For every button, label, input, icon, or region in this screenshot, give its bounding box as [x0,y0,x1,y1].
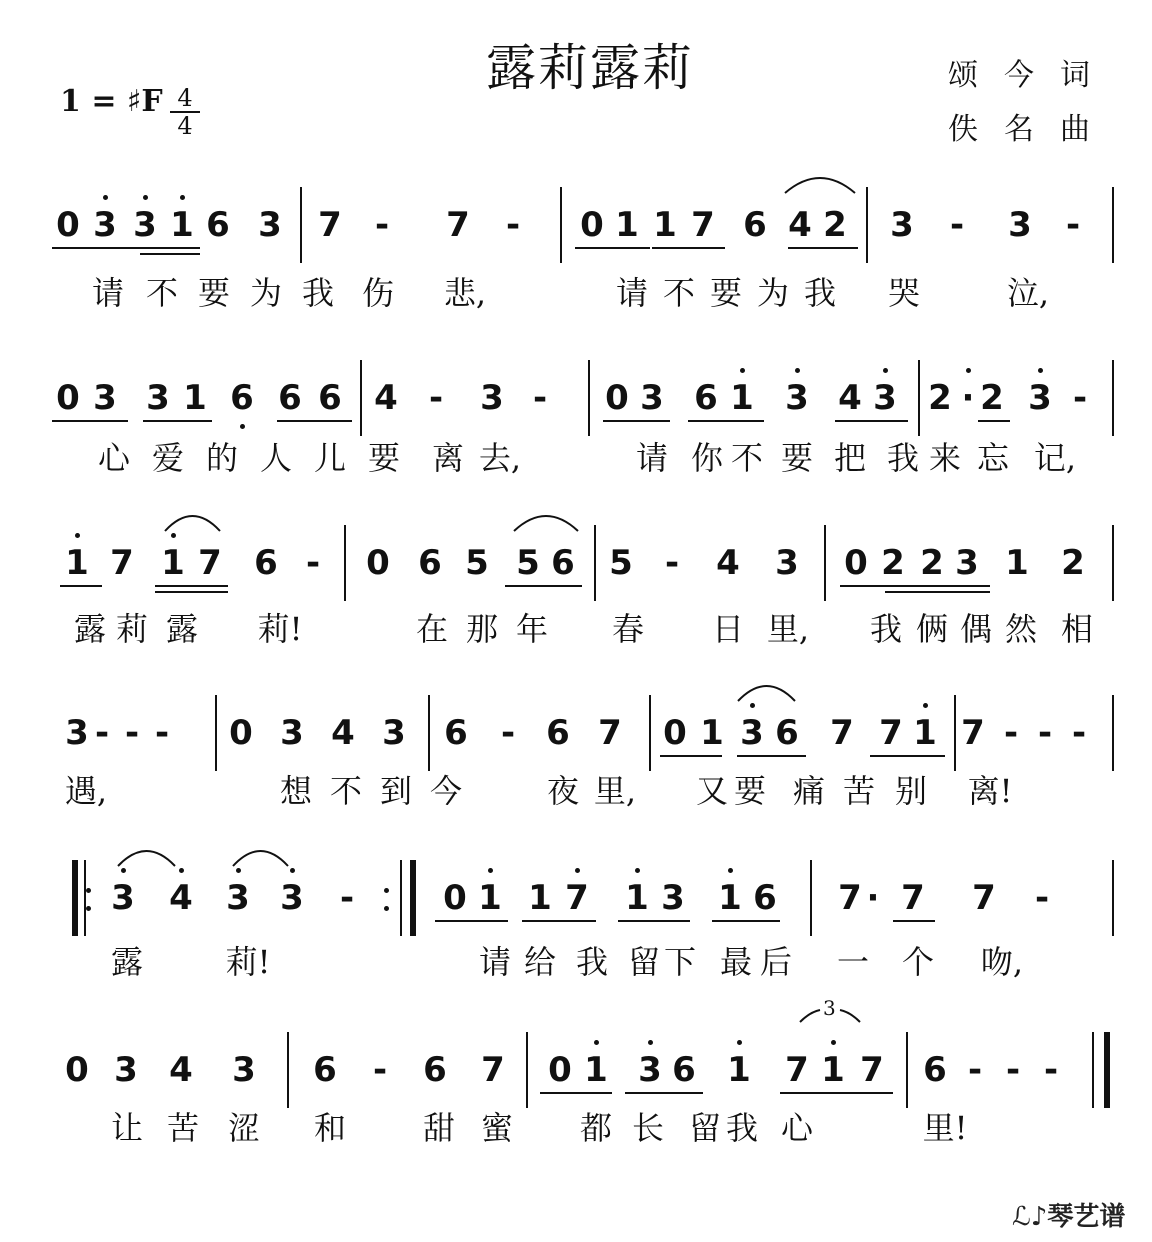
composer-credit: 佚名曲 [948,112,1116,147]
lyric-character: 心 [780,1109,814,1147]
slur-layer [0,378,1152,438]
sustain-dash: - [339,878,355,918]
note: 5 [465,543,489,583]
sustain-dash: - [505,205,521,245]
note: 6 [418,543,442,583]
lyric-character: 要 [197,274,231,312]
note: 3 [280,713,304,753]
note: 7 [879,713,903,753]
lyric-character: 莉! [225,943,271,981]
note: 1 [528,878,552,918]
lyric-character: 遇, [64,772,108,810]
lyric-character: 露 [73,610,107,648]
note: 1 [653,205,677,245]
lyric-character: 我 [886,439,920,477]
time-signature [170,86,200,138]
octave-dot-high [121,868,126,873]
lyric-character: 最 [719,943,753,981]
lyric-character: 后 [759,943,793,981]
lyric-character: 下 [663,943,697,981]
note: 1 [718,878,742,918]
lyric-character: 里, [593,772,637,810]
note: 6 [423,1050,447,1090]
lyric-character: 偶 [959,610,993,648]
lyric-character: 里, [766,610,810,648]
note: 7 [785,1050,809,1090]
note: 6 [551,543,575,583]
sustain-dash: - [500,713,516,753]
note: 3 [280,878,304,918]
note: 2 [823,205,847,245]
note: 4 [716,543,740,583]
lyric-character: 泣, [1006,274,1050,312]
note: 3 [640,378,664,418]
slur-layer [0,1050,1152,1110]
sustain-dash: - [94,713,110,753]
lyric-character: 不 [730,439,764,477]
note: 7 [110,543,134,583]
octave-dot-high [1038,368,1043,373]
note: 1 [161,543,185,583]
lyric-character: 伤 [361,274,395,312]
octave-dot-high [831,1040,836,1045]
sustain-dash: - [1065,205,1081,245]
octave-dot-high [179,868,184,873]
note: 2 [928,378,952,418]
lyric-character: 离! [967,772,1013,810]
sustain-dash: - [532,378,548,418]
note: 7 [446,205,470,245]
logo-text: 琴艺谱 [1047,1202,1126,1232]
lyric-character: 要 [709,274,743,312]
note: 1 [700,713,724,753]
note: 1 [170,205,194,245]
octave-dot-high [488,868,493,873]
time-denominator: 4 [177,112,193,140]
lyric-character: 请 [478,943,512,981]
note: 0 [663,713,687,753]
lyric-character: 请 [615,274,649,312]
octave-dot-high [635,868,640,873]
note: 3 [133,205,157,245]
music-system-1 [0,205,1152,355]
note: 0 [443,878,467,918]
lyric-character: 我 [803,274,837,312]
note: 1 [584,1050,608,1090]
note: 3 [955,543,979,583]
lyric-character: 我 [301,274,335,312]
sustain-dash: - [1003,713,1019,753]
note: 7 [198,543,222,583]
note: 3 [638,1050,662,1090]
octave-dot-high [795,368,800,373]
time-numerator: 4 [177,84,193,112]
lyric-character: 又 [695,772,729,810]
sustain-dash: - [428,378,444,418]
lyric-character: 不 [329,772,363,810]
lyric-character: 和 [313,1109,347,1147]
note: 4 [169,878,193,918]
lyric-character: 留 [627,943,661,981]
sustain-dash: - [372,1050,388,1090]
octave-dot-high [236,868,241,873]
lyric-character: 涩 [227,1109,261,1147]
note: 3 [890,205,914,245]
note: 1 [821,1050,845,1090]
note: 0 [366,543,390,583]
lyric-character: 年 [515,610,549,648]
note: 3 [226,878,250,918]
lyric-character: 莉 [115,610,149,648]
note: 0 [605,378,629,418]
note: 1 [913,713,937,753]
note: 7 [318,205,342,245]
note: 3 [146,378,170,418]
lyric-character: 个 [901,943,935,981]
music-system-3 [0,543,1152,693]
lyric-character: 苦 [166,1109,200,1147]
note: 7 [961,713,985,753]
music-system-6 [0,996,1152,1200]
note: 6 [313,1050,337,1090]
octave-dot-high [171,533,176,538]
lyric-character: 一 [836,943,870,981]
note: 6 [318,378,342,418]
lyric-character: 给 [523,943,557,981]
note: 0 [844,543,868,583]
lyric-character: 莉! [257,610,303,648]
lyric-character: 里! [922,1109,968,1147]
sustain-dash: - [1005,1050,1021,1090]
note: 6 [923,1050,947,1090]
music-system-4 [0,713,1152,863]
lyric-character: 夜 [546,772,580,810]
lyric-character: 忘 [976,439,1010,477]
slur-layer [0,878,1152,938]
music-system-2 [0,378,1152,528]
lyric-character: 甜 [422,1109,456,1147]
note: 3 [114,1050,138,1090]
lyric-character: 痛 [792,772,826,810]
note: 0 [65,1050,89,1090]
note: 3 [740,713,764,753]
song-title: 露莉露莉 [486,39,694,97]
note: 6 [672,1050,696,1090]
octave-dot-high [966,368,971,373]
sustain-dash: - [949,205,965,245]
note: 1 [727,1050,751,1090]
note: 6 [694,378,718,418]
octave-dot-high [143,195,148,200]
lyric-character: 要 [780,439,814,477]
octave-dot-high [728,868,733,873]
note: 1 [478,878,502,918]
lyric-character: 留 [688,1109,722,1147]
note: 3 [232,1050,256,1090]
octave-dot-high [103,195,108,200]
note: 6 [546,713,570,753]
lyricist-credit: 颂今词 [948,58,1116,93]
note: 4 [331,713,355,753]
note: 3 [873,378,897,418]
lyric-character: 儿 [313,439,347,477]
note: 1 [65,543,89,583]
note: 3 [775,543,799,583]
lyric-character: 吻, [980,943,1024,981]
note: 7 [901,878,925,918]
octave-dot-high [923,703,928,708]
note: 3 [111,878,135,918]
lyric-character: 苦 [842,772,876,810]
slur-layer [0,543,1152,603]
sustain-dash: - [967,1050,983,1090]
note: 5 [609,543,633,583]
lyric-character: 都 [579,1109,613,1147]
key-signature: 1 = ♯F [60,84,163,119]
sustain-dash: - [1034,878,1050,918]
note: 2 [1061,543,1085,583]
lyric-character: 俩 [915,610,949,648]
dotted-rhythm: · [961,378,975,418]
note: 0 [56,378,80,418]
octave-dot-high [75,533,80,538]
lyric-character: 露 [110,943,144,981]
note: 3 [1008,205,1032,245]
lyric-character: 你 [690,439,724,477]
octave-dot-high [575,868,580,873]
note: 6 [775,713,799,753]
lyric-character: 去, [478,439,522,477]
note: 6 [206,205,230,245]
note: 4 [788,205,812,245]
lyric-character: 今 [429,772,463,810]
note: 4 [169,1050,193,1090]
lyric-character: 相 [1060,610,1094,648]
lyric-character: 来 [928,439,962,477]
note: 7 [838,878,862,918]
note: 3 [93,205,117,245]
sustain-dash: - [1043,1050,1059,1090]
note: 5 [516,543,540,583]
note: 3 [93,378,117,418]
note: 7 [565,878,589,918]
octave-dot-high [594,1040,599,1045]
note: 1 [615,205,639,245]
note: 1 [625,878,649,918]
note: 0 [56,205,80,245]
note: 2 [980,378,1004,418]
dotted-rhythm: · [866,878,880,918]
octave-dot-high [740,368,745,373]
lyric-character: 哭 [887,274,921,312]
note: 3 [382,713,406,753]
watermark-logo [1012,1196,1125,1233]
lyric-character: 不 [662,274,696,312]
lyric-character: 我 [869,610,903,648]
sustain-dash: - [1072,378,1088,418]
lyric-character: 我 [725,1109,759,1147]
lyric-character: 露 [165,610,199,648]
note: 7 [481,1050,505,1090]
octave-dot-high [750,703,755,708]
octave-dot-high [648,1040,653,1045]
music-system-5 [0,878,1152,1028]
lyric-character: 蜜 [480,1109,514,1147]
lyric-character: 人 [259,439,293,477]
lyric-character: 的 [205,439,239,477]
lyric-character: 不 [145,274,179,312]
lyric-character: 请 [635,439,669,477]
note: 6 [278,378,302,418]
note: 7 [830,713,854,753]
note: 7 [860,1050,884,1090]
sustain-dash: - [374,205,390,245]
lyric-character: 想 [279,772,313,810]
note: 2 [920,543,944,583]
lyric-character: 爱 [151,439,185,477]
lyric-character: 让 [110,1109,144,1147]
note: 3 [1028,378,1052,418]
note: 6 [743,205,767,245]
note: 1 [183,378,207,418]
lyric-character: 别 [894,772,928,810]
note: 6 [254,543,278,583]
sustain-dash: - [154,713,170,753]
triplet-number: 3 [823,996,836,1020]
lyric-character: 请 [91,274,125,312]
lyric-character: 春 [611,610,645,648]
sustain-dash: - [124,713,140,753]
sustain-dash: - [305,543,321,583]
note: 4 [374,378,398,418]
lyric-character: 那 [465,610,499,648]
lyric-character: 要 [733,772,767,810]
note: 6 [753,878,777,918]
lyric-character: 长 [631,1109,665,1147]
lyric-character: 心 [97,439,131,477]
lyric-character: 为 [249,274,283,312]
slur-layer [0,205,1152,265]
lyric-character: 为 [756,274,790,312]
lyric-character: 记, [1033,439,1077,477]
note: 0 [580,205,604,245]
note: 3 [661,878,685,918]
note: 7 [972,878,996,918]
lyric-character: 到 [379,772,413,810]
slur-layer [0,713,1152,773]
note: 2 [881,543,905,583]
note: 7 [598,713,622,753]
note: 3 [480,378,504,418]
sustain-dash: - [1037,713,1053,753]
note: 3 [65,713,89,753]
note: 1 [1005,543,1029,583]
octave-dot-high [737,1040,742,1045]
note: 1 [730,378,754,418]
note: 3 [258,205,282,245]
note: 0 [229,713,253,753]
lyric-character: 日 [711,610,745,648]
octave-dot-high [180,195,185,200]
lyric-character: 把 [833,439,867,477]
note: 6 [230,378,254,418]
sustain-dash: - [1071,713,1087,753]
octave-dot-high [290,868,295,873]
octave-dot-high [883,368,888,373]
lyric-character: 我 [575,943,609,981]
logo-mark-icon: ℒ♪ [1012,1202,1048,1232]
note: 4 [838,378,862,418]
lyric-character: 悲, [443,274,487,312]
slur-arc [785,178,855,193]
sustain-dash: - [664,543,680,583]
note: 3 [785,378,809,418]
lyric-character: 要 [367,439,401,477]
note: 7 [691,205,715,245]
lyric-character: 然 [1004,610,1038,648]
note: 0 [548,1050,572,1090]
note: 6 [444,713,468,753]
lyric-character: 离 [431,439,465,477]
lyric-character: 在 [415,610,449,648]
